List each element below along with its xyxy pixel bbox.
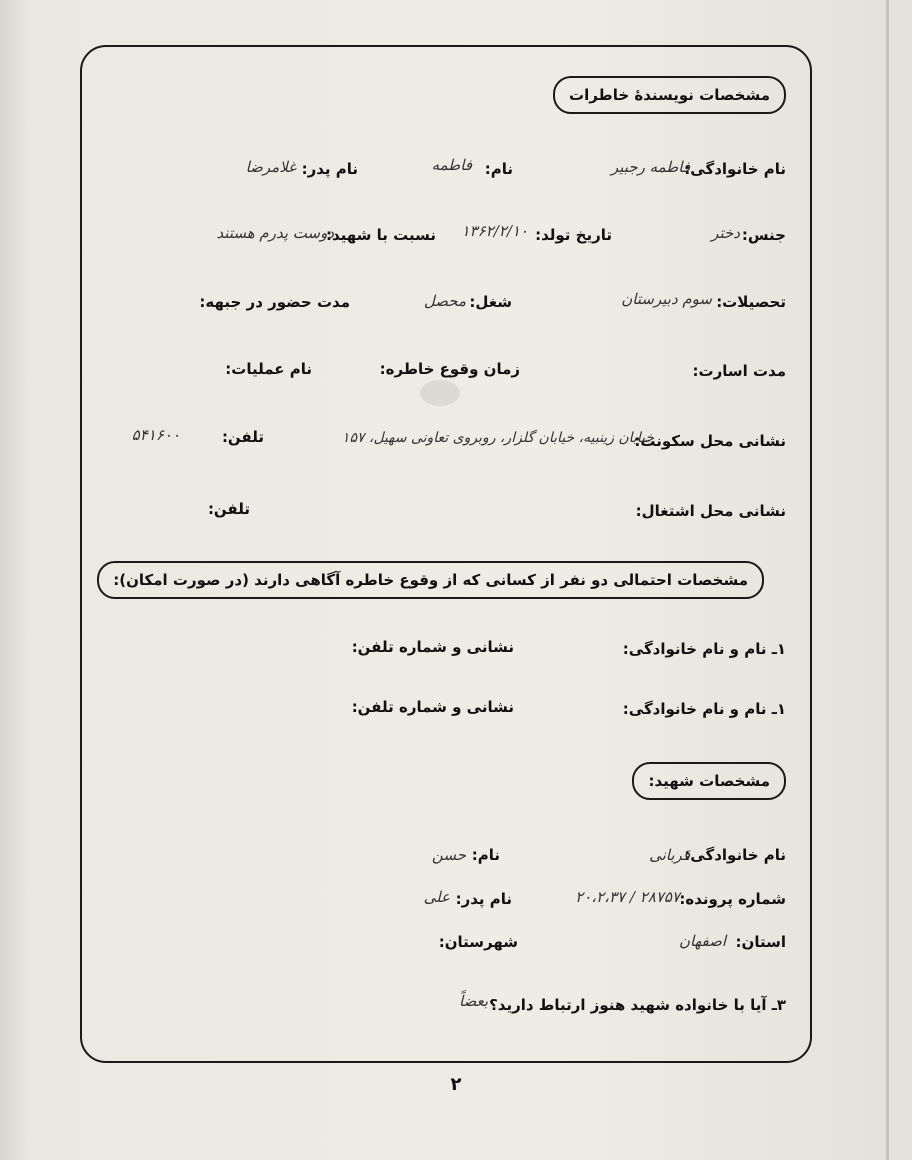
martyr-name-label: نام: [471,846,500,864]
author-home-address-value: خیابان زینبیه، خیابان گلزار، روبروی تعاونی سهیل، ۱۵۷ [341,430,654,446]
author-home-phone-value: ۵۴۱۶۰۰ [131,426,180,444]
section-author-title: مشخصات نویسندهٔ خاطرات [553,76,786,114]
page-number: ۲ [450,1074,462,1095]
author-front-label: مدت حضور در جبهه: [199,293,350,311]
author-birth-label: تاریخ تولد: [535,226,612,244]
author-gender-label: جنس: [741,226,786,244]
martyr-province-label: استان: [735,933,786,951]
page-fold-line [886,0,889,1160]
martyr-family-value: قربانی [649,846,690,864]
author-captivity-label: مدت اسارت: [692,362,786,380]
author-family-value: فاطمه رجبیر [610,158,690,176]
author-operation-label: نام عملیات: [225,360,312,378]
author-home-phone-label: تلفن: [221,428,264,446]
author-work-phone-label: تلفن: [207,500,250,518]
martyr-father-value: علی [423,888,450,906]
author-education-label: تحصیلات: [716,293,786,311]
author-father-label: نام پدر: [301,160,358,178]
martyr-file-label: شماره پرونده: [679,890,786,908]
form-frame [80,45,812,1063]
author-education-value: سوم دبیرستان [621,290,712,308]
section-witnesses-title: مشخصات احتمالی دو نفر از کسانی که از وقوع خاطره آگاهی دارند (در صورت امکان): [97,561,764,599]
witness-1-name-label: ۱ـ نام و نام خانوادگی: [622,640,786,658]
martyr-contact-question: ۳ـ آیا با خانواده شهید هنوز ارتباط دارید؟ [489,996,786,1014]
martyr-father-label: نام پدر: [455,890,512,908]
martyr-province-value: اصفهان [679,932,726,950]
witness-2-name-label: ۱ـ نام و نام خانوادگی: [622,700,786,718]
author-relation-label: نسبت با شهید: [325,226,436,244]
author-job-value: محصل [423,292,466,310]
witness-1-contact-label: نشانی و شماره تلفن: [351,638,514,656]
author-father-value: غلامرضا [245,158,296,176]
author-name-value: فاطمه [431,156,472,174]
section-martyr-title: مشخصات شهید: [632,762,786,800]
author-family-label: نام خانوادگی: [684,160,786,178]
author-gender-value: دختر [711,224,740,242]
martyr-city-label: شهرستان: [438,933,518,951]
martyr-family-label: نام خانوادگی: [684,846,786,864]
author-birth-value: ۱۳۶۲/۲/۱۰ [461,222,528,240]
witness-2-contact-label: نشانی و شماره تلفن: [351,698,514,716]
author-work-address-label: نشانی محل اشتغال: [635,502,786,520]
author-home-address-label: نشانی محل سکونت: [634,432,786,450]
author-relation-value: دوست پدرم هستند [216,224,334,242]
author-job-label: شغل: [469,293,512,311]
author-memory-time-label: زمان وقوع خاطره: [379,360,520,378]
author-name-label: نام: [484,160,513,178]
martyr-name-value: حسن [431,846,466,864]
martyr-file-value: ۲۸۷۵۷ / ۲۰،۲،۳۷ [575,888,680,906]
martyr-contact-answer: بعضاً [459,992,488,1010]
